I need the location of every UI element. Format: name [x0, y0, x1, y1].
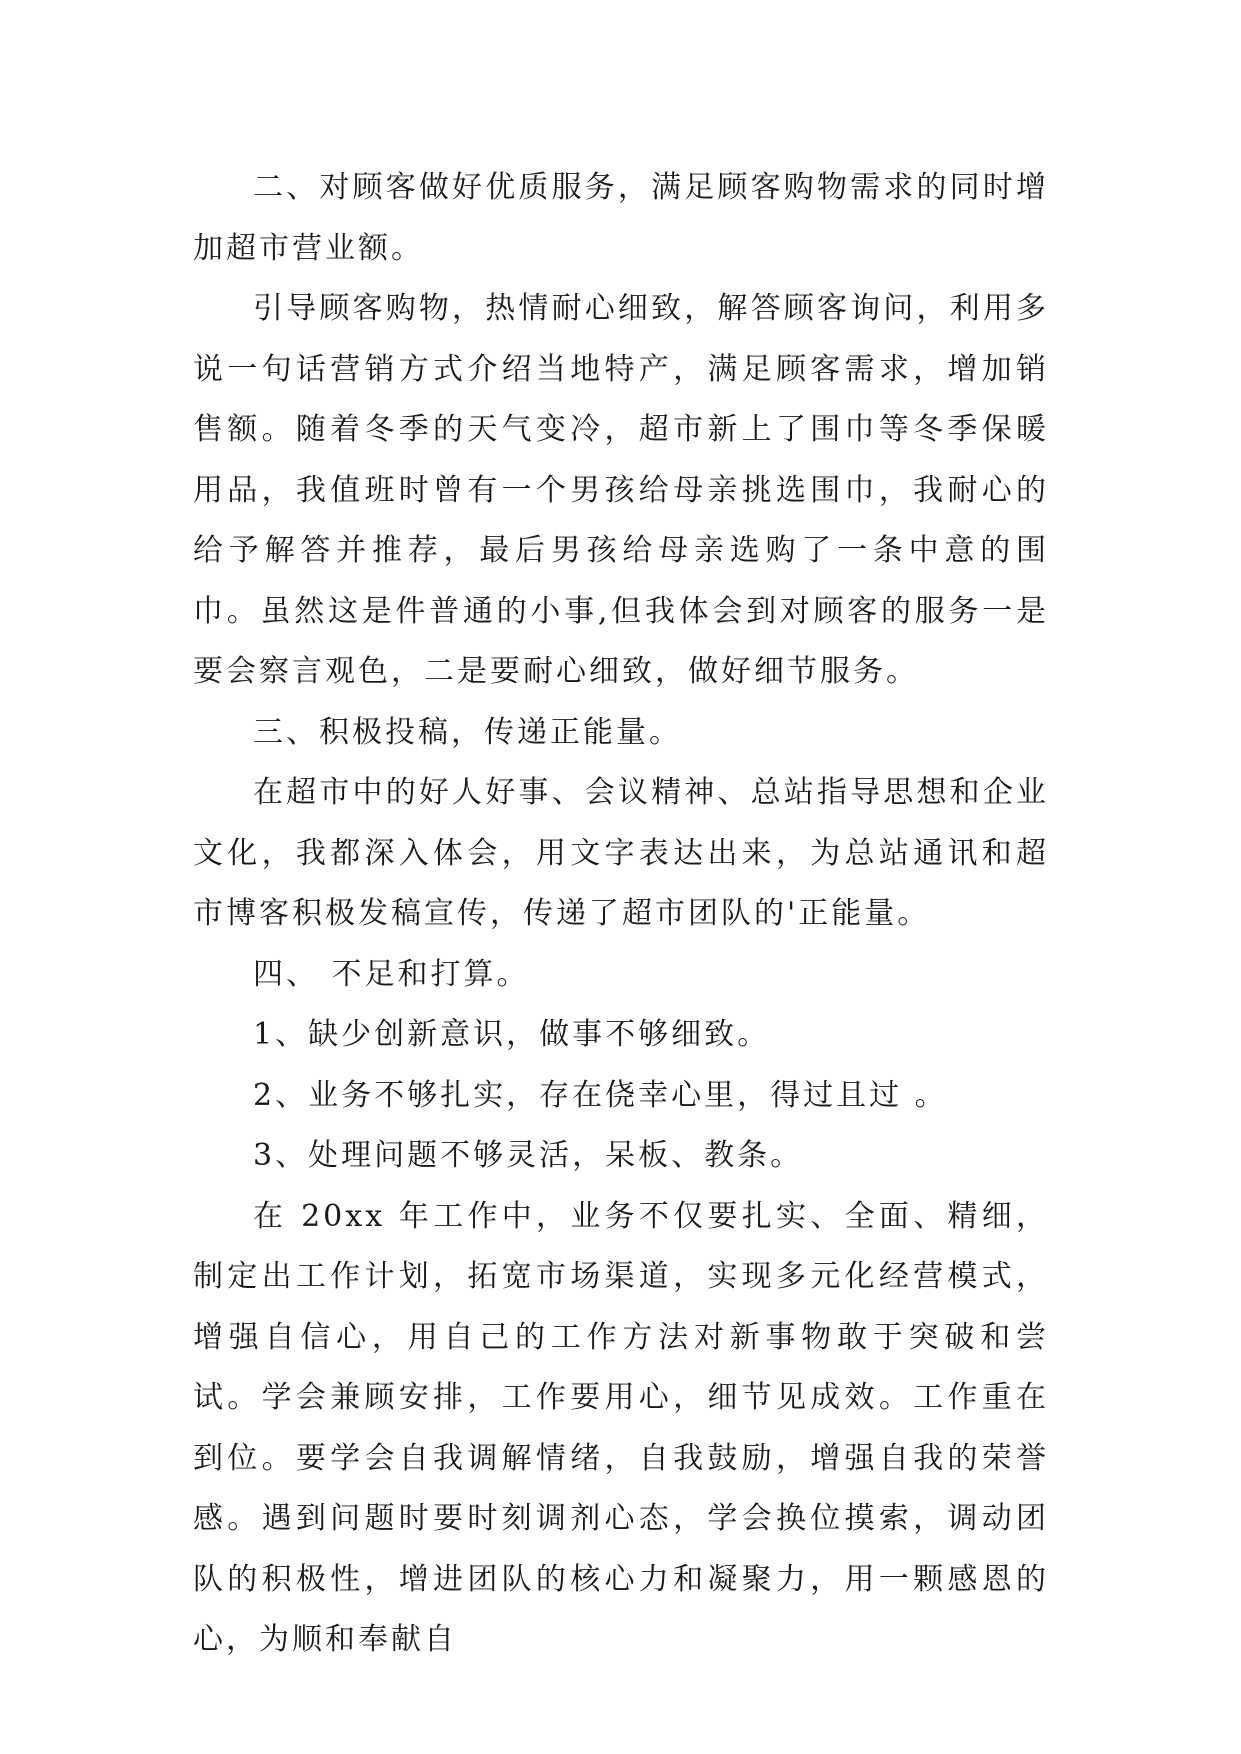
- paragraph-service-body: 引导顾客购物，热情耐心细致，解答顾客询问，利用多说一句话营销方式介绍当地特产，满足顾客需求，增加销售额。随着冬季的天气变冷，超市新上了围巾等冬季保暖用品，我值班时曾有一个男孩给母亲挑选围巾，我耐心的给予解答并推荐，最后男孩给母亲选购了一条中意的围巾。虽然这是件普通的小事,但我体会到对顾客的服务一是要会察言观色，二是要耐心细致，做好细节服务。: [193, 291, 1049, 689]
- list-item-shortcoming-3: 3、处理问题不够灵活，呆板、教条。: [253, 1138, 804, 1173]
- document-body: [193, 158, 1049, 1671]
- list-item-shortcoming-2: 2、业务不够扎实，存在侥幸心里，得过且过 。: [253, 1077, 948, 1113]
- list-item-shortcoming-1: 1、缺少创新意识，做事不够细致。: [253, 1017, 771, 1052]
- paragraph-shortcomings-heading: 四、 不足和打算。: [253, 956, 530, 992]
- paragraph-submission-heading: 三、积极投稿，传递正能量。: [253, 714, 682, 750]
- paragraph-submission-body: 在超市中的好人好事、会议精神、总站指导思想和企业文化，我都深入体会，用文字表达出来，为总站通讯和超市博客积极发稿宣传，传递了超市团队的'正能量。: [193, 775, 1049, 931]
- paragraph-service-heading: 二、对顾客做好优质服务，满足顾客购物需求的同时增加超市营业额。: [193, 170, 1049, 266]
- paragraph-plan-body: 在 20xx 年工作中，业务不仅要扎实、全面、精细，制定出工作计划，拓宽市场渠道，实现多元化经营模式，增强自信心，用自己的工作方法对新事物敢于突破和尝试。学会兼顾安排，工作要用心，细节见成效。工作重在到位。要学会自我调解情绪，自我鼓励，增强自我的荣誉感。遇到问题时要时刻调剂心态，学会换位摸索，调动团队的积极性，增进团队的核心力和凝聚力，用一颗感恩的心，为顺和奉献自: [193, 1198, 1049, 1657]
